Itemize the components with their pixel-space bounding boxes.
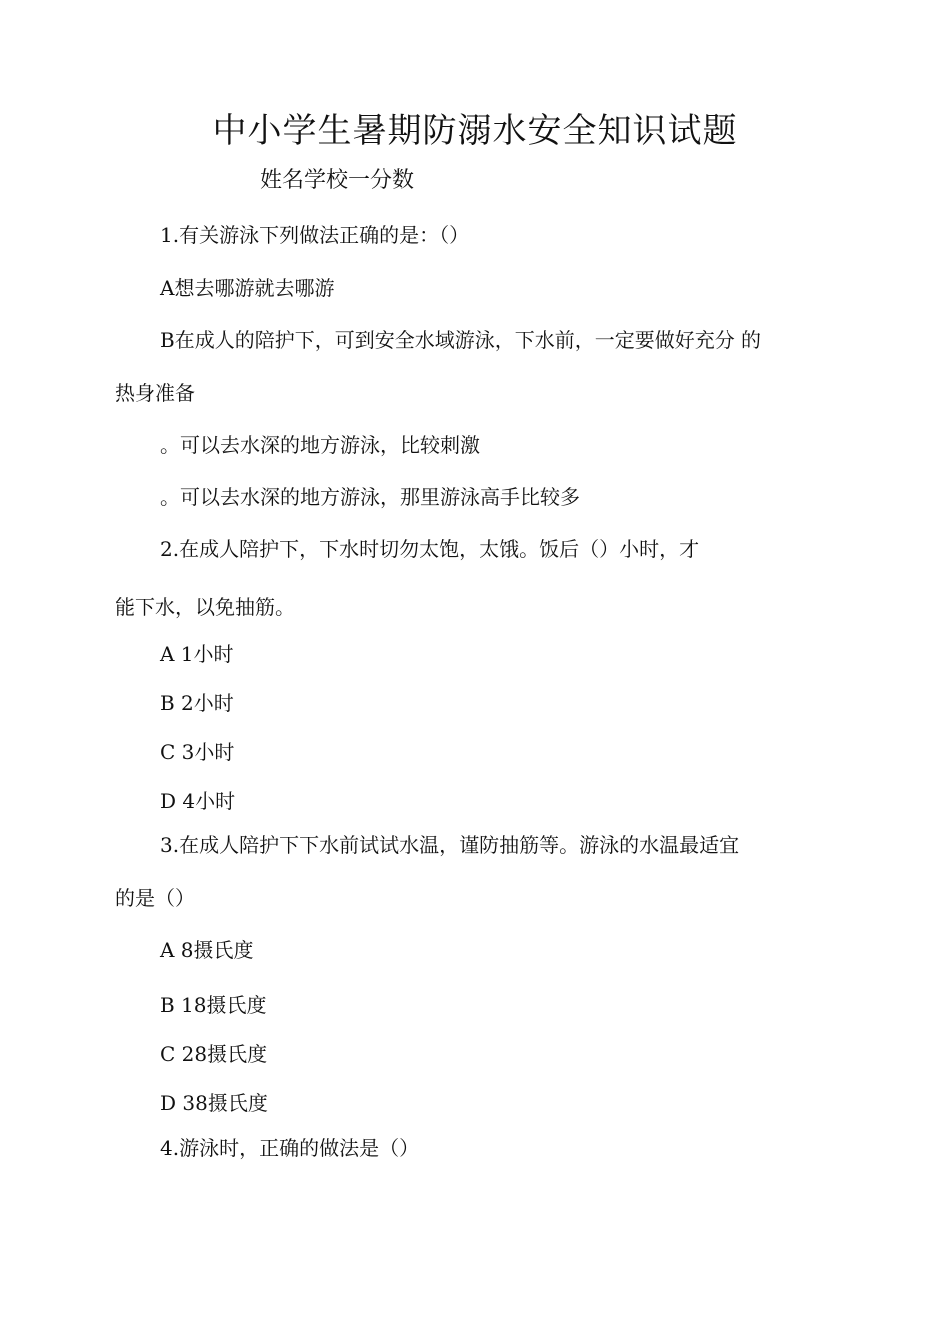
question-2-continued: 能下水，以免抽筋。 xyxy=(115,595,295,619)
question-1-option-a: A想去哪游就去哪游 xyxy=(160,276,335,300)
question-1-option-d: 。可以去水深的地方游泳，那里游泳高手比较多 xyxy=(160,485,580,509)
question-2-option-b: B 2小时 xyxy=(160,691,234,715)
question-3-option-c: C 28摄氏度 xyxy=(160,1042,268,1066)
question-1-option-c: 。可以去水深的地方游泳，比较刺激 xyxy=(160,433,480,457)
question-3-option-b: B 18摄氏度 xyxy=(160,993,267,1017)
question-1-option-b-continued: 热身准备 xyxy=(115,381,195,405)
question-3-option-a: A 8摄氏度 xyxy=(160,938,254,962)
question-2-option-a: A 1小时 xyxy=(160,642,234,666)
question-2: 2.在成人陪护下，下水时切勿太饱，太饿。饭后（）小时，才 xyxy=(160,537,700,561)
document-subtitle: 姓名学校一分数 xyxy=(260,168,415,193)
document-title: 中小学生暑期防溺水安全知识试题 xyxy=(212,111,738,151)
question-2-option-d: D 4小时 xyxy=(160,789,236,813)
question-3: 3.在成人陪护下下水前试试水温，谨防抽筋等。游泳的水温最适宜 xyxy=(160,833,740,857)
question-4: 4.游泳时，正确的做法是（） xyxy=(160,1136,420,1160)
question-1-option-b: B在成人的陪护下，可到安全水域游泳，下水前，一定要做好充分 的 xyxy=(160,328,762,352)
question-1: 1.有关游泳下列做法正确的是：（） xyxy=(160,223,470,247)
question-3-continued: 的是（） xyxy=(115,886,195,910)
question-3-option-d: D 38摄氏度 xyxy=(160,1091,268,1115)
question-2-option-c: C 3小时 xyxy=(160,740,235,764)
